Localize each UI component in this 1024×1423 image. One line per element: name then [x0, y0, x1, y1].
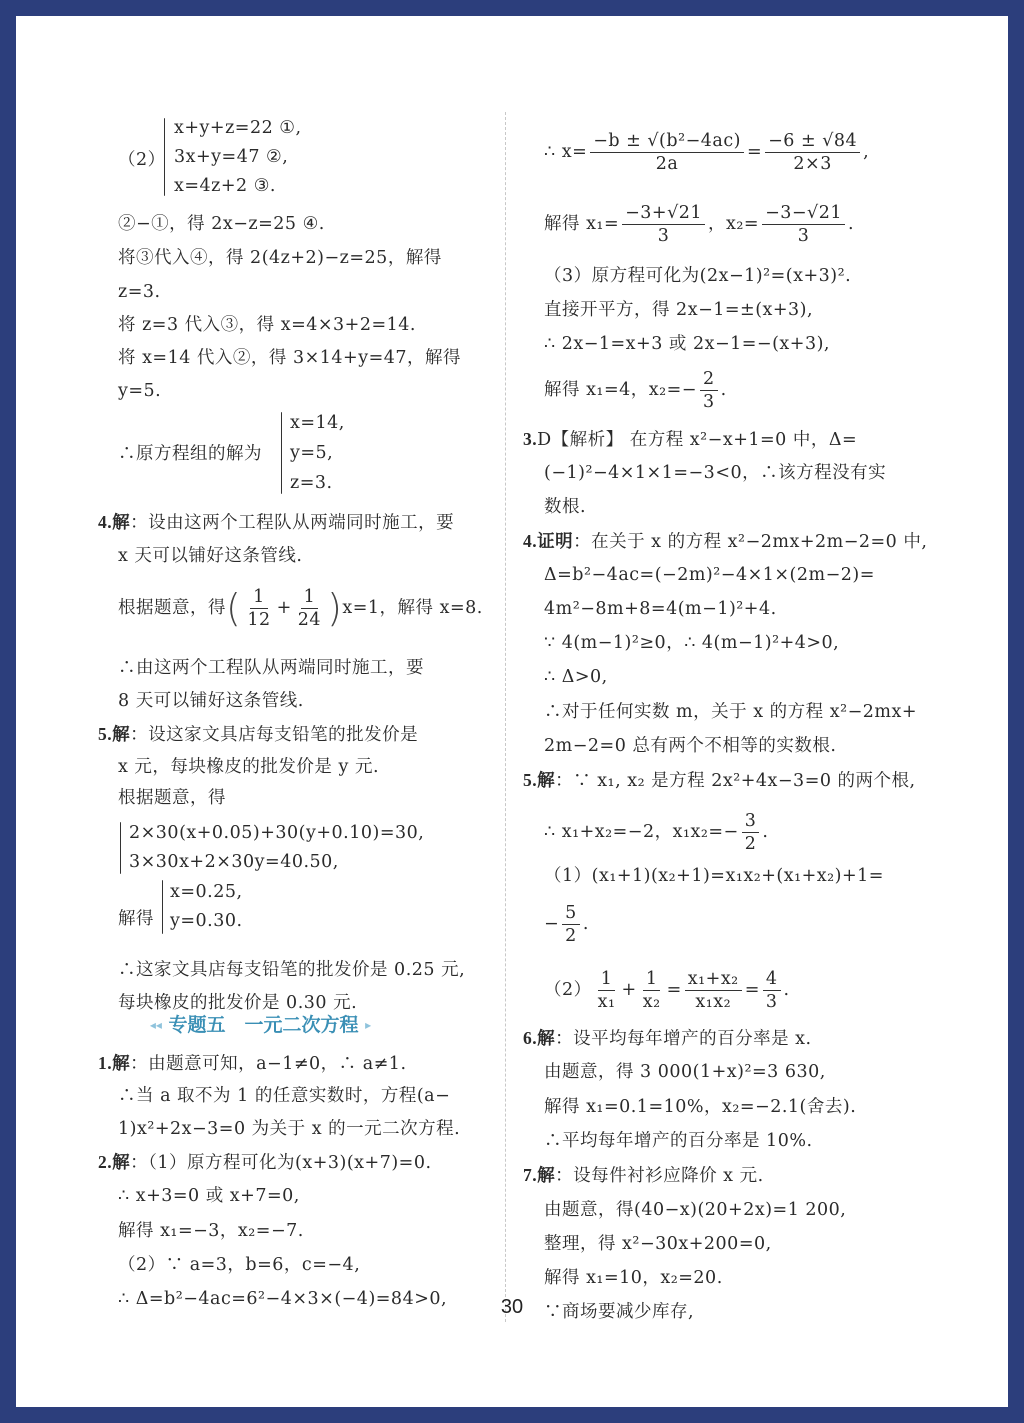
- text: −: [544, 914, 560, 934]
- text-line: 解得 x₁=0.1=10%，x₂=−2.1(舍去).: [544, 1097, 857, 1117]
- equation-line: [544, 810, 768, 855]
- question-number: 2.: [98, 1152, 113, 1172]
- denominator: 3: [765, 992, 778, 1012]
- question-5-roots: [523, 768, 916, 793]
- equation-line: [544, 902, 589, 947]
- equation: 2×30(x+0.05)+30(y+0.10)=30,: [129, 823, 425, 843]
- denominator: x₁: [597, 992, 616, 1012]
- text: （2）: [544, 980, 592, 1000]
- page-number: 30: [500, 1296, 524, 1318]
- equation: 3x+y=47 ②,: [174, 147, 289, 167]
- numerator: −b ± √(b²−4ac): [590, 130, 744, 153]
- text: +: [621, 980, 637, 1000]
- text-line: ∴这家文具店每支铅笔的批发价是 0.25 元,: [118, 960, 466, 980]
- question-number: 6.: [523, 1028, 538, 1048]
- text-line: ：在关于 x 的方程 x²−2mx+2m−2=0 中,: [573, 532, 928, 552]
- denominator: 3: [702, 392, 715, 412]
- fraction: [763, 968, 781, 1013]
- text: ∴ x=: [544, 142, 588, 162]
- numerator: 1: [598, 968, 616, 991]
- fraction: [762, 202, 845, 247]
- text: =: [744, 980, 760, 1000]
- fraction: [765, 130, 860, 175]
- fraction: [295, 586, 324, 631]
- text-line: ∴由这两个工程队从两端同时施工，要: [118, 658, 424, 678]
- question-number: 7.: [523, 1165, 538, 1185]
- text: =: [666, 980, 682, 1000]
- solution-label: ∴原方程组的解为: [118, 444, 262, 464]
- text-line: ：设这家文具店每支铅笔的批发价是: [130, 725, 419, 745]
- question-number: 4.: [98, 512, 113, 532]
- text-line: ∵ 4(m−1)²≥0，∴ 4(m−1)²+4>0,: [544, 633, 840, 653]
- text-line: 4m²−8m+8=4(m−1)²+4.: [544, 599, 777, 619]
- fraction: [622, 202, 705, 247]
- text-line: (−1)²−4×1×1=−3<0，∴该方程没有实: [544, 463, 887, 483]
- numerator: 1: [250, 586, 268, 609]
- column-divider: [505, 112, 506, 1322]
- text-line: x 元，每块橡皮的批发价是 y 元.: [118, 757, 380, 777]
- text-line: ：设每件衬衫应降价 x 元.: [555, 1166, 764, 1186]
- text: 解得 x₁=4，x₂=−: [544, 380, 697, 400]
- equation: 3×30x+2×30y=40.50,: [129, 852, 339, 872]
- text: 解得 x₁=: [544, 214, 620, 234]
- question-7: [523, 1163, 764, 1188]
- equation: y=0.30.: [170, 911, 243, 931]
- brace: [164, 118, 165, 196]
- brace: [120, 822, 121, 874]
- question-number: 5.: [523, 770, 538, 790]
- text-line: D【解析】 在方程 x²−x+1=0 中，Δ=: [537, 430, 858, 450]
- equation: x=14,: [290, 413, 345, 433]
- arrow-right-icon: ▸: [365, 1018, 372, 1032]
- section-title-text: 专题五 一元二次方程: [168, 1014, 359, 1036]
- text: ，x₂=: [708, 214, 760, 234]
- numerator: 1: [301, 586, 319, 609]
- text-line: ∵商场要减少库存,: [544, 1302, 695, 1322]
- lead: 解: [537, 1166, 556, 1186]
- text-line: ：∵ x₁, x₂ 是方程 2x²+4x−3=0 的两个根,: [555, 771, 916, 791]
- text-line: （2）∵ a=3，b=6，c=−4,: [118, 1255, 361, 1275]
- numerator: 4: [763, 968, 781, 991]
- text-line: ：由题意可知，a−1≠0，∴ a≠1.: [130, 1054, 407, 1074]
- question-number: 4.: [523, 531, 538, 551]
- question-4: [98, 510, 454, 535]
- paren-left: (: [226, 586, 242, 630]
- text-line: z=3.: [118, 282, 161, 302]
- brace: [281, 412, 282, 494]
- question-3: [523, 427, 857, 452]
- denominator: 2×3: [793, 154, 832, 174]
- text-line: ：设平均每年增产的百分率是 x.: [555, 1029, 812, 1049]
- fraction: [742, 810, 760, 855]
- question-6: [523, 1026, 812, 1051]
- text-line: 由题意，得 3 000(1+x)²=3 630,: [544, 1062, 826, 1082]
- fraction: [562, 902, 580, 947]
- numerator: −3−√21: [762, 202, 845, 225]
- text-line: ∴ Δ>0,: [544, 667, 608, 687]
- lead: 解: [112, 1153, 131, 1173]
- denominator: x₁x₂: [695, 992, 732, 1012]
- text-line: 1)x²+2x−3=0 为关于 x 的一元二次方程.: [118, 1119, 461, 1139]
- text-line: ∴ Δ=b²−4ac=6²−4×3×(−4)=84>0,: [118, 1289, 448, 1309]
- arrow-left-icon: ◂◂: [149, 1018, 162, 1032]
- lead: 解: [112, 1054, 131, 1074]
- lead: 解: [112, 725, 131, 745]
- lead: 解: [537, 1029, 556, 1049]
- equation-line: [544, 968, 790, 1013]
- equation-line: 根据题意，得( $\frac{1}{12}$ + $\frac{1}{24}$ )x=1，解得 x=8.: [118, 586, 483, 630]
- text-line: 根据题意，得: [118, 788, 226, 808]
- question-number: 3.: [523, 429, 538, 449]
- equation: x+y+z=22 ①,: [174, 118, 302, 138]
- page: [16, 16, 1008, 1407]
- text-line: 每块橡皮的批发价是 0.30 元.: [118, 993, 358, 1013]
- numerator: 3: [742, 810, 760, 833]
- text: 根据题意，得: [118, 598, 226, 618]
- question-number: 5.: [98, 724, 113, 744]
- text-line: 直接开平方，得 2x−1=±(x+3),: [544, 300, 814, 320]
- denominator: 2a: [655, 154, 679, 174]
- quadratic-formula: ∴ x= $\frac{\text{−b ± √(b²−4ac)}}{2a}$ = $\frac{-6 \pm √84}{2\times 3}$ ,: [544, 131, 870, 174]
- roots-line: [544, 202, 854, 247]
- text-line: Δ=b²−4ac=(−2m)²−4×1×(2m−2)=: [544, 565, 875, 585]
- text-line: ②−①，得 2x−z=25 ④.: [118, 214, 325, 234]
- text-line: 解得 x₁=−3，x₂=−7.: [118, 1221, 304, 1241]
- text-line: 由题意，得(40−x)(20+2x)=1 200,: [544, 1200, 847, 1220]
- question-5: [98, 722, 418, 747]
- text: .: [847, 214, 855, 234]
- lead: 证明: [537, 532, 574, 552]
- text-line: （3）原方程可化为(2x−1)²=(x+3)².: [544, 266, 852, 286]
- fraction: [685, 968, 742, 1013]
- text: ∴ x₁+x₂=−2，x₁x₂=−: [544, 822, 739, 842]
- text-line: 数根.: [544, 497, 587, 517]
- fraction: [640, 968, 664, 1013]
- text: ,: [863, 142, 870, 162]
- numerator: 5: [562, 902, 580, 925]
- denominator: x₂: [642, 992, 661, 1012]
- paren-right: ): [327, 586, 343, 630]
- text: x=1，解得 x=8.: [342, 598, 483, 618]
- roots-line: [544, 368, 727, 413]
- text-line: （1）(x₁+1)(x₂+1)=x₁x₂+(x₁+x₂)+1=: [544, 866, 884, 886]
- fraction: [590, 130, 744, 175]
- part-label: （2）: [118, 150, 166, 170]
- text: .: [783, 980, 790, 1000]
- fraction: [700, 368, 718, 413]
- text-line: ∴对于任何实数 m，关于 x 的方程 x²−2mx+: [544, 702, 918, 722]
- numerator: 1: [643, 968, 661, 991]
- text: .: [762, 822, 769, 842]
- denominator: 2: [565, 926, 577, 946]
- equation: x=4z+2 ③.: [174, 176, 276, 196]
- text: .: [720, 380, 727, 400]
- brace: [162, 880, 163, 934]
- text-line: ∴平均每年增产的百分率是 10%.: [544, 1131, 813, 1151]
- text-line: ：（1）原方程可化为(x+3)(x+7)=0.: [130, 1153, 432, 1173]
- text-line: 解得 x₁=10，x₂=20.: [544, 1268, 723, 1288]
- text-line: 2m−2=0 总有两个不相等的实数根.: [544, 736, 837, 756]
- section-title: [16, 1010, 505, 1037]
- solve-label: 解得: [118, 909, 154, 929]
- equation: y=5,: [290, 443, 334, 463]
- text-line: ∴ 2x−1=x+3 或 2x−1=−(x+3),: [544, 334, 830, 354]
- text-line: x 天可以铺好这条管线.: [118, 546, 303, 566]
- text-line: 将 z=3 代入③，得 x=4×3+2=14.: [118, 315, 416, 335]
- numerator: −3+√21: [622, 202, 705, 225]
- text-line: ：设由这两个工程队从两端同时施工，要: [130, 513, 455, 533]
- denominator: 12: [247, 610, 271, 630]
- fraction: [595, 968, 619, 1013]
- text-line: 将 x=14 代入②，得 3×14+y=47，解得: [118, 348, 462, 368]
- lead: 解: [537, 771, 556, 791]
- numerator: −6 ± √84: [765, 130, 860, 153]
- question-2: [98, 1150, 432, 1175]
- denominator: 24: [297, 610, 322, 630]
- text-line: 8 天可以铺好这条管线.: [118, 691, 304, 711]
- fraction: [244, 586, 273, 631]
- question-1: [98, 1051, 407, 1076]
- equation: x=0.25,: [170, 882, 243, 902]
- text-line: y=5.: [118, 381, 162, 401]
- text-line: 整理，得 x²−30x+200=0,: [544, 1234, 772, 1254]
- equation: z=3.: [290, 473, 333, 493]
- denominator: 3: [797, 226, 810, 246]
- lead: 解: [112, 513, 131, 533]
- text-line: ∴当 a 取不为 1 的任意实数时，方程(a−: [118, 1086, 451, 1106]
- denominator: 2: [744, 834, 757, 854]
- text-line: 将③代入④，得 2(4z+2)−z=25，解得: [118, 248, 442, 268]
- question-4-proof: [523, 529, 927, 554]
- denominator: 3: [657, 226, 670, 246]
- question-number: 1.: [98, 1053, 113, 1073]
- numerator: x₁+x₂: [685, 968, 742, 991]
- numerator: 2: [700, 368, 718, 391]
- text-line: ∴ x+3=0 或 x+7=0,: [118, 1186, 300, 1206]
- text: .: [582, 914, 589, 934]
